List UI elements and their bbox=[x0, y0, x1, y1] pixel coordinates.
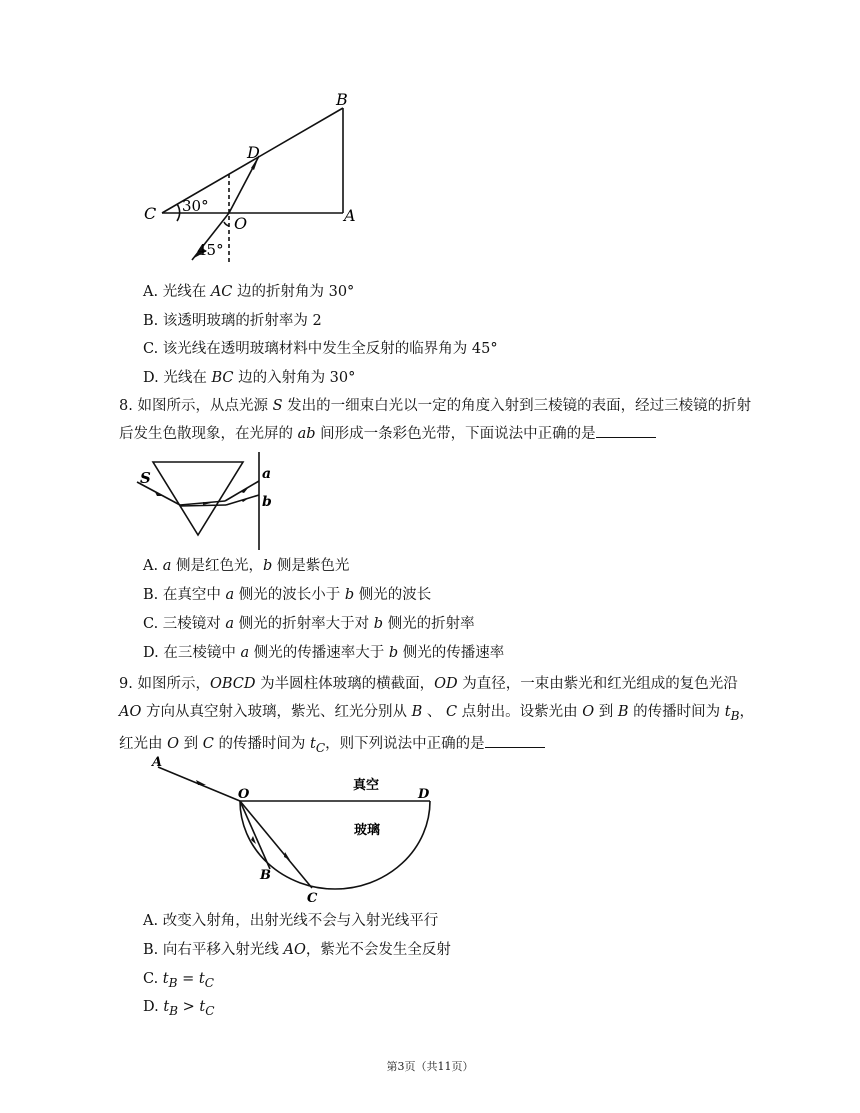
q7-option-b[interactable]: B. 该透明玻璃的折射率为 2 bbox=[143, 313, 322, 329]
q7-option-c[interactable]: C. 该光线在透明玻璃材料中发生全反射的临界角为 45° bbox=[143, 341, 498, 357]
figure-triangle-prism bbox=[140, 88, 370, 273]
figure-prism-dispersion bbox=[133, 450, 283, 555]
ray-ob bbox=[240, 801, 270, 869]
q7-option-a[interactable]: A. 光线在 AC 边的折射角为 30° bbox=[143, 284, 355, 300]
q9-option-a[interactable]: A. 改变入射角，出射光线不会与入射光线平行 bbox=[143, 913, 439, 929]
q9-stem: 9. 如图所示，OBCD 为半圆柱体玻璃的横截面，OD 为直径，一束由紫光和红光组成的复色光沿 AO 方向从真空射入玻璃，紫光、红光分别从 B 、 C 点射出。设紫光由 O 到 B 的传播时间为 $t_B$，红光由 O 到 C 的传播时间为 $t_C$，则下列说法中正确的是 bbox=[119, 676, 754, 755]
label-o-point: O bbox=[238, 787, 250, 802]
q9-option-b[interactable]: B. 向右平移入射光线 AO，紫光不会发生全反射 bbox=[143, 942, 451, 958]
label-d: D bbox=[247, 143, 260, 162]
label-a: A bbox=[344, 206, 356, 225]
q8-option-b[interactable]: B. 在真空中 a 侧光的波长小于 b 侧光的波长 bbox=[143, 587, 432, 603]
label-vacuum: 真空 bbox=[353, 778, 380, 793]
label-b-side: b bbox=[262, 494, 272, 510]
q8-option-a[interactable]: A. a 侧是红色光，b 侧是紫色光 bbox=[143, 558, 350, 574]
label-a-side: a bbox=[262, 466, 272, 482]
label-c-point: C bbox=[307, 891, 318, 906]
figure-half-cylinder bbox=[140, 752, 440, 912]
answer-blank[interactable] bbox=[596, 423, 656, 438]
label-angle-30: 30° bbox=[182, 197, 209, 215]
q8-stem: 8. 如图所示，从点光源 S 发出的一细束白光以一定的角度入射到三棱镜的表面，经过三棱镜的折射后发生色散现象，在光屏的 ab 间形成一条彩色光带，下面说法中正确的是 bbox=[119, 398, 752, 442]
label-b: B bbox=[336, 90, 348, 109]
q7-option-d[interactable]: D. 光线在 BC 边的入射角为 30° bbox=[143, 370, 356, 386]
answer-blank[interactable] bbox=[485, 733, 545, 748]
label-d-point: D bbox=[418, 787, 430, 802]
q8-option-d[interactable]: D. 在三棱镜中 a 侧光的传播速率大于 b 侧光的传播速率 bbox=[143, 645, 505, 661]
q9-option-c[interactable]: C. $t_B = t_C$ bbox=[143, 971, 214, 990]
label-o: O bbox=[234, 214, 248, 233]
label-b-point: B bbox=[260, 868, 271, 883]
q8-option-c[interactable]: C. 三棱镜对 a 侧光的折射率大于对 b 侧光的折射率 bbox=[143, 616, 475, 632]
label-a-point: A bbox=[152, 755, 163, 770]
label-s: S bbox=[140, 469, 151, 487]
page-footer: 第3页（共11页） bbox=[386, 1060, 474, 1073]
q9-option-d[interactable]: D. $t_B > t_C$ bbox=[143, 999, 215, 1018]
label-angle-45: 45° bbox=[197, 241, 224, 259]
label-c: C bbox=[144, 204, 157, 223]
label-glass: 玻璃 bbox=[354, 823, 381, 838]
ray-oc bbox=[240, 801, 312, 888]
refracted-ray-2 bbox=[180, 505, 226, 506]
